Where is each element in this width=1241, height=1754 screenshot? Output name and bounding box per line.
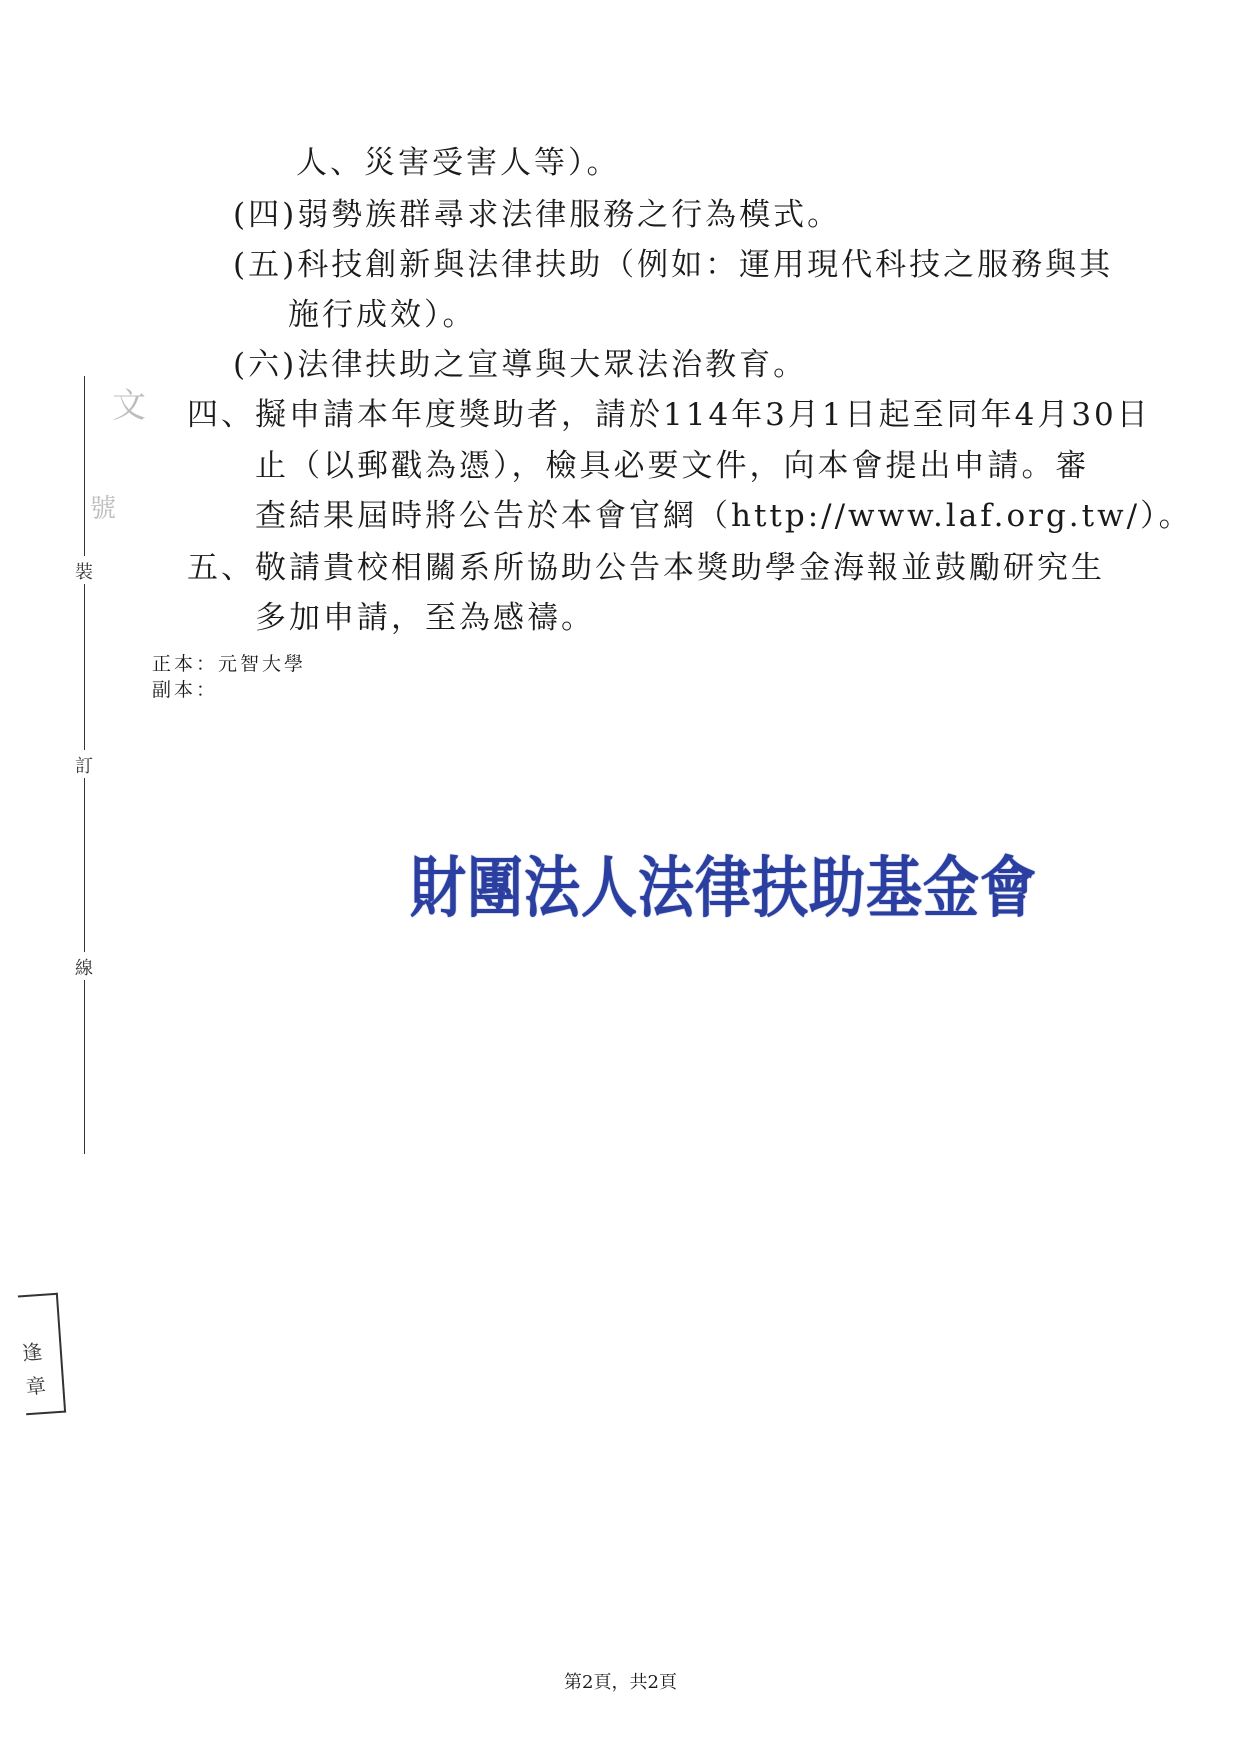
body-line-10: 多加申請，至為感禱。	[255, 600, 595, 636]
binding-mark-xian: 線	[75, 958, 93, 979]
binding-mark-zhuang: 裝	[75, 562, 93, 583]
body-line-4: 施行成效）。	[288, 297, 477, 333]
body-line-6: 四、擬申請本年度獎助者，請於114年3月1日起至同年4月30日	[187, 397, 1151, 433]
organization-seal: 財團法人法律扶助基金會	[410, 850, 1037, 927]
stamp-char-1: 逢	[21, 1339, 44, 1366]
binding-rule-mid	[84, 584, 85, 750]
body-line-8: 查結果屆時將公告於本會官網（http://www.laf.org.tw/）。	[255, 498, 1193, 534]
stamp-char-2: 章	[24, 1373, 47, 1400]
binding-rule-bottom	[84, 980, 85, 1154]
body-line-5: (六)法律扶助之宣導與大眾法治教育。	[233, 347, 808, 383]
body-line-7: 止（以郵戳為憑），檢具必要文件，向本會提出申請。審	[255, 448, 1090, 484]
recipient-primary: 正本：元智大學	[152, 653, 307, 675]
bleed-through-mark: 文	[112, 386, 146, 426]
body-line-1: 人、災害受害人等）。	[296, 145, 621, 181]
binding-mark-ding: 訂	[75, 756, 93, 777]
recipient-copy: 副本：	[152, 679, 219, 701]
binding-rule-top	[84, 376, 85, 556]
body-line-2: (四)弱勢族群尋求法律服務之行為模式。	[233, 197, 842, 233]
binding-rule-low	[84, 778, 85, 952]
body-line-9: 五、敬請貴校相關系所協助公告本獎助學金海報並鼓勵研究生	[187, 550, 1105, 586]
body-line-3: (五)科技創新與法律扶助（例如：運用現代科技之服務與其	[233, 247, 1114, 283]
page-footer: 第2頁，共2頁	[564, 1672, 677, 1693]
bleed-through-mark: 號	[90, 494, 117, 524]
